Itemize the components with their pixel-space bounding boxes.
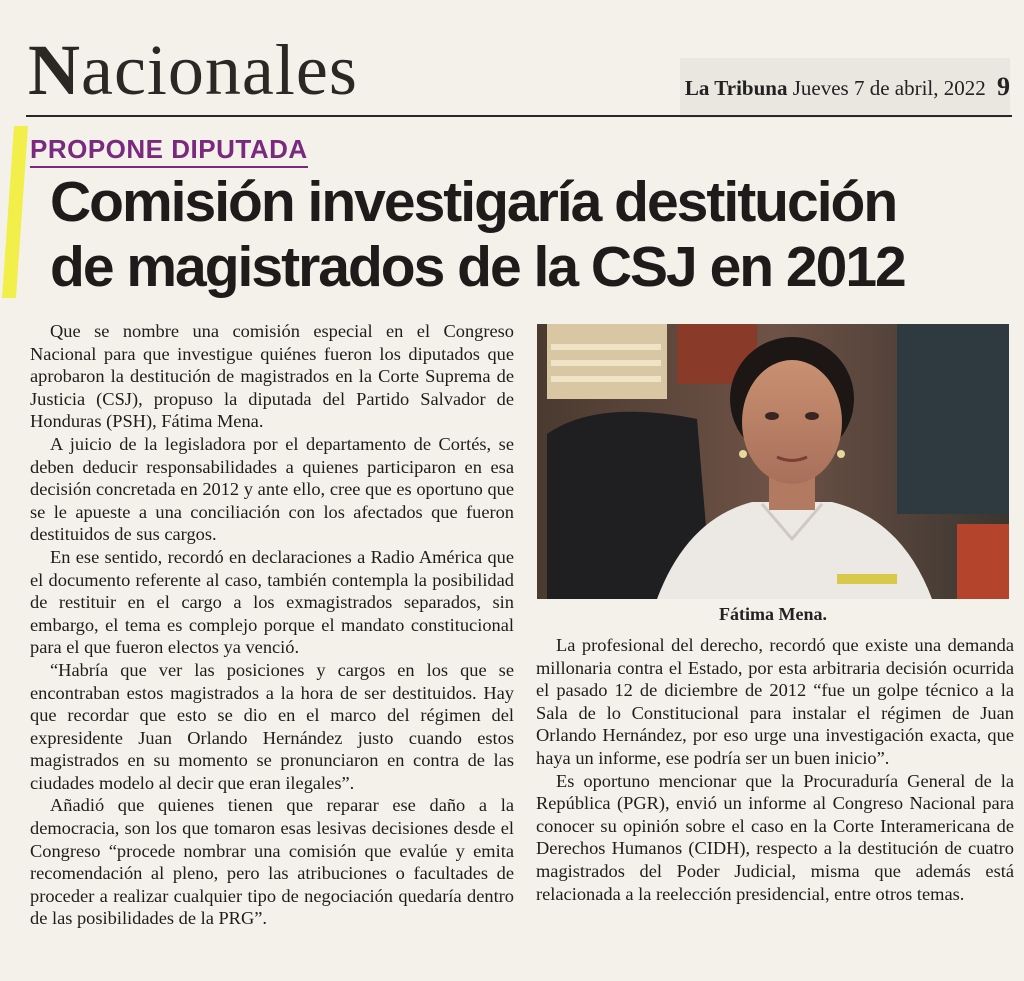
article-kicker: PROPONE DIPUTADA	[30, 134, 308, 168]
paper-name: La Tribuna	[684, 76, 788, 100]
photo-caption: Fátima Mena.	[719, 604, 827, 624]
paragraph: En ese sentido, recordó en declaraciones a Radio América que el documento referente al caso, también contempla la posibilidad de restituir en el cargo a los exmagistrados separados, sin embargo, el tema es complejo porque el mandato constitucional para el que fueron electos ya venció.	[30, 546, 514, 658]
section-title-initial: N	[28, 30, 81, 110]
section-title-rest: acionales	[81, 30, 358, 110]
paragraph: Añadió que quienes tienen que reparar ese daño a la democracia, son los que tomaron esas lesivas decisiones desde el Congreso “procede nombrar una comisión que evalúe y emita recomendación al pleno, pero las atribuciones o facultades de proceder a realizar cualquier tipo de negociación quedaría dentro de las posibilidades de la PRG”.	[30, 795, 514, 929]
paragraph: A juicio de la legisladora por el departamento de Cortés, se deben deducir responsabilidades a quienes participaron en esa decisión concretada en 2012 y ante ello, cree que es oportuno que se le apueste a una conciliación con los afectados que fueron destituidos de sus cargos.	[30, 433, 514, 545]
article-column-left	[30, 320, 514, 930]
article-headline	[50, 170, 1010, 300]
highlighter-mark	[2, 126, 28, 298]
portrait-illustration	[537, 324, 1009, 599]
headline-line-2: de magistrados de la CSJ en 2012	[50, 235, 905, 299]
paragraph: La profesional del derecho, recordó que existe una demanda millonaria contra el Estado, por esta arbitraria decisión ocurrida el pasado 12 de diciembre de 2012 “fue un golpe técnico a la Sala de lo Constitucional para instalar el régimen de Juan Orlando Hernández, por eso urge una investigación exacta, que haya un informe, ese podría ser un buen inicio”.	[536, 635, 1014, 768]
paragraph: Es oportuno mencionar que la Procuraduría General de la República (PGR), envió un informe al Congreso Nacional para conocer su opinión sobre el caso en la Corte Interamericana de Derechos Humanos (CIDH), respecto a la destitución de cuatro magistrados del Poder Judicial, misma que además está relacionada a la reelección presidencial, entre otros temas.	[536, 770, 1014, 904]
headline-line-1: Comisión investigaría destitución	[50, 170, 897, 234]
article-photo	[537, 324, 1009, 599]
paragraph: Que se nombre una comisión especial en el Congreso Nacional para que investigue quiénes fueron los diputados que aprobaron la destitución de magistrados en la Corte Suprema de Justicia (CSJ), propuso la diputada del Partido Salvador de Honduras (PSH), Fátima Mena.	[30, 321, 514, 432]
masthead	[685, 72, 1010, 102]
issue-date: Jueves 7 de abril, 2022	[792, 76, 986, 100]
header-rule	[26, 115, 1012, 117]
page-number: 9	[997, 72, 1010, 101]
article-column-right	[536, 634, 1014, 905]
section-title	[28, 30, 358, 110]
paragraph: “Habría que ver las posiciones y cargos en los que se encontraban estos magistrados a la hora de ser destituidos. Hay que recordar que esto se dio en el marco del régimen del expresidente Juan Orlando Hernández justo cuando estos magistrados en su momento se pronunciaron en contra de las ciudades modelo al decir que eran ilegales”.	[30, 659, 514, 793]
